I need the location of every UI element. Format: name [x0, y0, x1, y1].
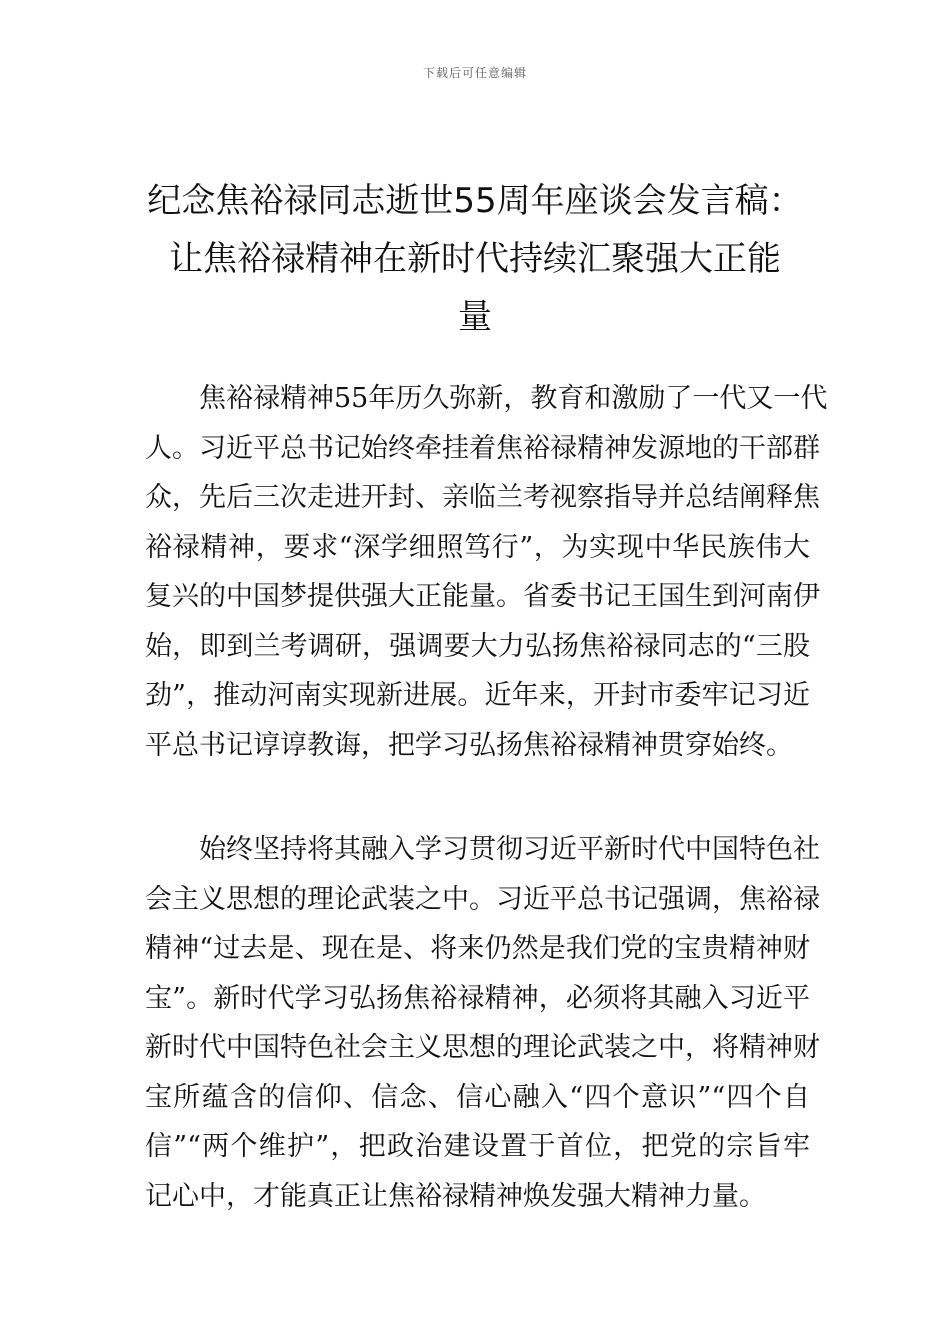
- paragraph-line: 新时代中国特色社会主义思想的理论武装之中，将精神财: [145, 1032, 820, 1063]
- body-paragraph-1: [145, 374, 828, 770]
- title-line: 纪念焦裕禄同志逝世55周年座谈会发言稿：: [147, 181, 803, 221]
- paragraph-line: 众，先后三次走进开封、亲临兰考视察指导并总结阐释焦: [145, 482, 820, 513]
- paragraph-line: 记心中，才能真正让焦裕禄精神焕发强大精神力量。: [145, 1180, 766, 1212]
- title-line: 让焦裕禄精神在新时代持续汇聚强大正能: [169, 239, 781, 279]
- document-title: [140, 172, 810, 346]
- paragraph-line: 平总书记谆谆教诲，把学习弘扬焦裕禄精神贯穿始终。: [145, 729, 793, 761]
- body-paragraph-2: [145, 825, 820, 1221]
- paragraph-line: 信”“两个维护”，把政治建设置于首位，把党的宗旨牢: [145, 1131, 810, 1162]
- paragraph-line: 始终坚持将其融入学习贯彻习近平新时代中国特色社: [199, 834, 820, 865]
- title-line: 量: [458, 297, 492, 337]
- paragraph-line: 劲”，推动河南实现新进展。近年来，开封市委牢记习近: [145, 680, 810, 711]
- paragraph-line: 宝所蕴含的信仰、信念、信心融入“四个意识”“四个自: [145, 1081, 810, 1113]
- paragraph-line: 精神“过去是、现在是、将来仍然是我们党的宝贵精神财: [145, 933, 810, 964]
- paragraph-line: 会主义思想的理论武装之中。习近平总书记强调，焦裕禄: [145, 883, 820, 915]
- paragraph-line: 焦裕禄精神55年历久弥新，教育和激励了一代又一代: [199, 383, 828, 414]
- header-note: 下载后可任意编辑: [422, 66, 527, 80]
- paragraph-line: 复兴的中国梦提供强大正能量。省委书记王国生到河南伊: [145, 581, 820, 612]
- paragraph-line: 人。习近平总书记始终牵挂着焦裕禄精神发源地的干部群: [145, 432, 820, 464]
- paragraph-line: 宝”。新时代学习弘扬焦裕禄精神，必须将其融入习近平: [145, 982, 810, 1014]
- paragraph-line: 裕禄精神，要求“深学细照笃行”，为实现中华民族伟大: [145, 531, 810, 563]
- paragraph-line: 始，即到兰考调研，强调要大力弘扬焦裕禄同志的“三股: [145, 630, 810, 662]
